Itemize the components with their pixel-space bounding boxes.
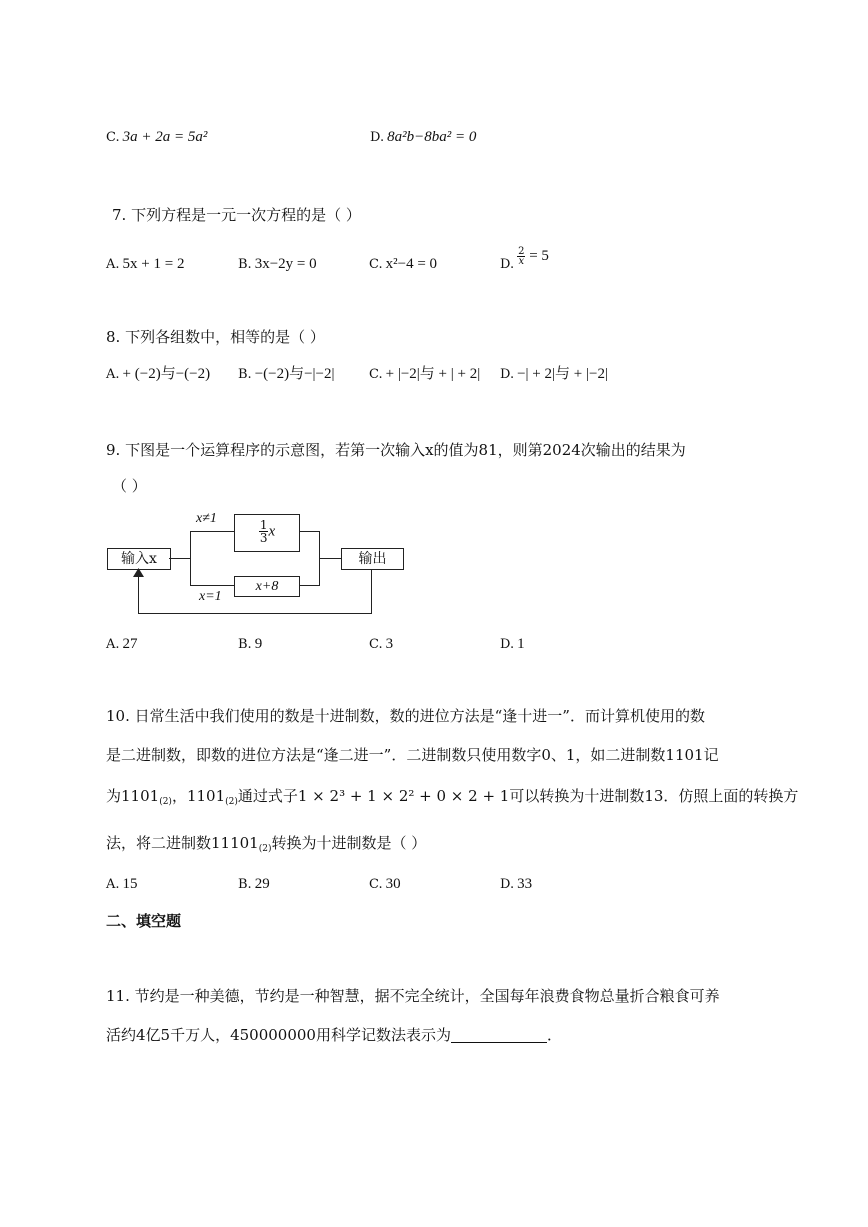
q9-option-b bbox=[238, 633, 262, 655]
option-label: A. bbox=[106, 637, 120, 652]
option-value: 29 bbox=[254, 876, 270, 892]
subscript: (2) bbox=[159, 797, 172, 807]
option-label: C. bbox=[369, 877, 383, 892]
option-value: 3 bbox=[385, 636, 394, 652]
q8-option-b bbox=[238, 363, 335, 385]
option-value: 9 bbox=[254, 636, 263, 652]
output-box bbox=[341, 548, 404, 570]
q11-line-1: 11. 节约是一种美德，节约是一种智慧，据不完全统计，全国每年浪费食物总量折合粮食可养 bbox=[106, 987, 720, 1005]
q6-option-c bbox=[106, 126, 207, 148]
fraction-denominator: 3 bbox=[259, 531, 268, 545]
q10-line-3 bbox=[106, 786, 798, 806]
q8-option-a bbox=[106, 363, 210, 385]
option-label: A. bbox=[106, 367, 120, 382]
option-expression: 8a²b−8ba² = 0 bbox=[387, 129, 477, 145]
connector-line bbox=[190, 585, 234, 586]
option-label: C. bbox=[369, 257, 383, 272]
connector-line bbox=[190, 531, 191, 586]
q7-option-c bbox=[369, 253, 437, 275]
feedback-line bbox=[371, 569, 372, 613]
feedback-line bbox=[138, 574, 139, 614]
option-label: B. bbox=[238, 877, 252, 892]
option-label: C. bbox=[369, 367, 383, 382]
output-label: 输出 bbox=[358, 551, 387, 567]
bottom-condition: x=1 bbox=[199, 589, 222, 604]
feedback-line bbox=[138, 613, 372, 614]
option-label: D. bbox=[500, 637, 515, 652]
option-label: C. bbox=[369, 637, 383, 652]
q8-stem: 8. 下列各组数中，相等的是（ ） bbox=[106, 328, 325, 346]
option-label: B. bbox=[238, 257, 252, 272]
input-label: 输入x bbox=[121, 551, 157, 567]
q9-stem: 9. 下图是一个运算程序的示意图，若第一次输入x的值为81，则第2024次输出的结果为 bbox=[106, 441, 686, 459]
fraction-numerator: 1 bbox=[259, 518, 268, 532]
top-condition: x≠1 bbox=[196, 511, 217, 526]
option-label: D. bbox=[500, 257, 515, 272]
connector-line bbox=[190, 531, 234, 532]
option-label: B. bbox=[238, 367, 252, 382]
arrow-up-icon bbox=[133, 568, 144, 577]
q10-line-4 bbox=[106, 833, 426, 853]
text-run: 通过式子1 × 2³ + 1 × 2² + 0 × 2 + 1可以转换为十进制数13．仿照上面的转换方 bbox=[237, 787, 799, 805]
q9-option-c bbox=[369, 633, 393, 655]
option-label: D. bbox=[500, 367, 515, 382]
option-value: 27 bbox=[122, 636, 138, 652]
bottom-box-label: x+8 bbox=[255, 579, 279, 594]
section-heading: 二、填空题 bbox=[106, 912, 182, 930]
divide-by-three-box bbox=[234, 514, 300, 552]
option-label: D. bbox=[500, 877, 515, 892]
text-run: 活约4亿5千万人，450000000用科学记数法表示为 bbox=[106, 1026, 451, 1044]
text-run: 法，将二进制数11101 bbox=[106, 834, 259, 852]
text-run: 转换为十进制数是（ ） bbox=[271, 834, 427, 852]
option-value: 33 bbox=[517, 876, 533, 892]
text-run: ． bbox=[546, 1026, 562, 1044]
option-value: 1 bbox=[517, 636, 525, 652]
answer-blank[interactable] bbox=[451, 1028, 547, 1043]
option-expression: −(−2)与−|−2| bbox=[254, 366, 335, 382]
option-expression: + (−2)与−(−2) bbox=[122, 366, 211, 382]
input-box bbox=[107, 548, 171, 570]
option-label: A. bbox=[106, 877, 120, 892]
q10-line-2: 是二进制数，即数的进位方法是“逢二进一”．二进制数只使用数字0、1，如二进制数1101记 bbox=[106, 746, 719, 764]
q8-option-d bbox=[500, 363, 608, 385]
text-run: ，1101 bbox=[171, 787, 226, 805]
q7-option-a bbox=[106, 253, 184, 275]
option-value: 15 bbox=[122, 876, 138, 892]
q7-stem: 7. 下列方程是一元一次方程的是（ ） bbox=[112, 206, 361, 224]
option-value: 30 bbox=[385, 876, 401, 892]
option-label: C. bbox=[106, 130, 120, 145]
q7-option-b bbox=[238, 253, 317, 275]
subscript: (2) bbox=[225, 797, 238, 807]
connector-line bbox=[299, 585, 319, 586]
q9-paren: （ ） bbox=[112, 477, 147, 495]
q10-option-c bbox=[369, 873, 401, 895]
option-expression: 3x−2y = 0 bbox=[254, 256, 317, 272]
q10-option-b bbox=[238, 873, 270, 895]
option-expression: −| + 2|与 + |−2| bbox=[517, 366, 608, 382]
connector-line bbox=[319, 558, 341, 559]
connector-line bbox=[299, 531, 319, 532]
option-label: B. bbox=[238, 637, 252, 652]
q6-option-d bbox=[370, 126, 476, 148]
option-expression: 5x + 1 = 2 bbox=[122, 256, 185, 272]
q10-line-1: 10. 日常生活中我们使用的数是十进制数，数的进位方法是“逢十进一”．而计算机使用的数 bbox=[106, 707, 705, 725]
q10-option-a bbox=[106, 873, 138, 895]
option-label: A. bbox=[106, 257, 120, 272]
text-run: 为1101 bbox=[106, 787, 160, 805]
q9-option-a bbox=[106, 633, 138, 655]
option-label: D. bbox=[370, 130, 385, 145]
option-expression: = 5 bbox=[525, 248, 549, 264]
q11-line-2 bbox=[106, 1025, 562, 1045]
q9-option-d bbox=[500, 633, 525, 655]
q8-option-c bbox=[369, 363, 480, 385]
variable: x bbox=[268, 523, 276, 540]
option-expression: + |−2|与 + | + 2| bbox=[385, 366, 481, 382]
option-expression: x²−4 = 0 bbox=[385, 256, 438, 272]
fraction-denominator: x bbox=[518, 255, 525, 267]
add-eight-box bbox=[234, 576, 300, 597]
subscript: (2) bbox=[258, 844, 272, 854]
fraction-numerator: 2 bbox=[518, 245, 525, 257]
q10-option-d bbox=[500, 873, 532, 895]
connector-line bbox=[169, 558, 190, 559]
option-expression: 3a + 2a = 5a² bbox=[122, 129, 208, 145]
q7-option-d bbox=[500, 245, 549, 275]
